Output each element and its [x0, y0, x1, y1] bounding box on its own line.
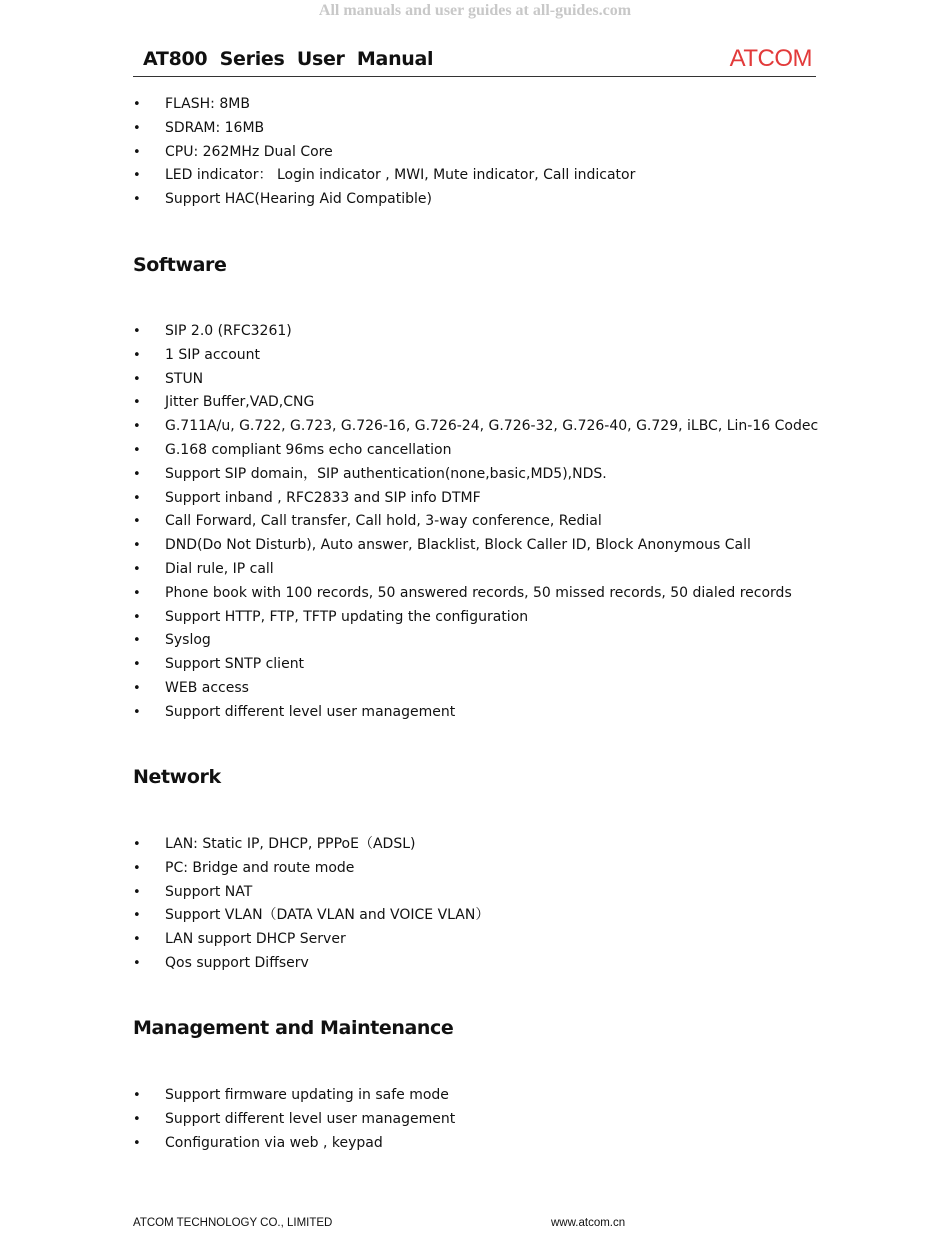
list-item-text: G.168 compliant 96ms echo cancellation	[165, 441, 452, 458]
list-item	[133, 833, 489, 857]
list-item-text: Dial rule, IP call	[165, 560, 274, 577]
list-item	[133, 1084, 455, 1108]
section-heading-network: Network	[133, 766, 221, 788]
bullet-icon: •	[133, 538, 141, 554]
bullet-icon: •	[133, 168, 141, 184]
bullet-icon: •	[133, 419, 141, 435]
bullet-icon: •	[133, 932, 141, 948]
list-item-text: Phone book with 100 records, 50 answered records, 50 missed records, 50 dialed records	[165, 584, 792, 601]
list-item	[133, 93, 635, 117]
list-item-text: Support SNTP client	[165, 656, 305, 673]
bullet-icon: •	[133, 955, 141, 971]
list-item-text: Support HTTP, FTP, TFTP updating the configuration	[165, 608, 529, 625]
bullet-icon: •	[133, 120, 141, 136]
list-item	[133, 677, 818, 701]
list-item-text: Support firmware updating in safe mode	[165, 1087, 449, 1103]
bullet-icon: •	[133, 442, 141, 458]
network-list	[133, 833, 489, 976]
list-item	[133, 344, 818, 368]
list-item-text: Jitter Buffer,VAD,CNG	[165, 394, 315, 411]
list-item-text: Support HAC(Hearing Aid Compatible)	[165, 191, 432, 208]
list-item	[133, 439, 818, 463]
bullet-icon: •	[133, 860, 141, 876]
list-item	[133, 141, 635, 165]
list-item	[133, 391, 818, 415]
bullet-icon: •	[133, 1111, 141, 1127]
list-item	[133, 857, 489, 881]
bullet-icon: •	[133, 585, 141, 601]
list-item-text: Support inband , RFC2833 and SIP info DTMF	[165, 489, 481, 506]
bullet-icon: •	[133, 514, 141, 530]
list-item-text: LED indicator： Login indicator , MWI, Mute indicator, Call indicator	[165, 167, 636, 184]
list-item-text: WEB access	[165, 679, 249, 696]
list-item	[133, 510, 818, 534]
bullet-icon: •	[133, 1135, 141, 1151]
list-item-text: DND(Do Not Disturb), Auto answer, Blacklist, Block Caller ID, Block Anonymous Call	[165, 537, 751, 554]
bullet-icon: •	[133, 466, 141, 482]
list-item	[133, 487, 818, 511]
list-item	[133, 534, 818, 558]
list-item	[133, 606, 818, 630]
list-item-text: LAN: Static IP, DHCP, PPPoE（ADSL)	[165, 836, 416, 852]
bullet-icon: •	[133, 561, 141, 577]
list-item	[133, 1132, 455, 1156]
bullet-icon: •	[133, 324, 141, 339]
list-item-text: Qos support Diffserv	[165, 954, 309, 971]
list-item-text: G.711A/u, G.722, G.723, G.726-16, G.726-24, G.726-32, G.726-40, G.729, iLBC, Lin-16 Codec	[165, 418, 819, 435]
list-item	[133, 188, 635, 212]
list-item	[133, 164, 635, 188]
list-item-text: SDRAM: 16MB	[165, 119, 265, 136]
list-item-text: Support different level user management	[165, 1110, 456, 1127]
list-item-text: Support VLAN（DATA VLAN and VOICE VLAN）	[165, 907, 490, 924]
list-item	[133, 415, 818, 439]
management-list	[133, 1084, 455, 1155]
list-item-text: CPU: 262MHz Dual Core	[165, 143, 333, 160]
atcom-logo: ATCOM	[729, 45, 812, 72]
list-item	[133, 881, 489, 905]
page-header	[133, 46, 816, 77]
bullet-icon: •	[133, 490, 141, 506]
list-item	[133, 629, 818, 653]
section-heading-management: Management and Maintenance	[133, 1017, 454, 1039]
list-item	[133, 1108, 455, 1132]
list-item-text: STUN	[165, 370, 204, 387]
bullet-icon: •	[133, 97, 141, 112]
list-item	[133, 117, 635, 141]
bullet-icon: •	[133, 371, 141, 387]
bullet-icon: •	[133, 347, 141, 363]
bullet-icon: •	[133, 704, 141, 720]
list-item	[133, 701, 818, 725]
list-item	[133, 463, 818, 487]
bullet-icon: •	[133, 884, 141, 900]
software-list	[133, 320, 818, 725]
list-item	[133, 368, 818, 392]
list-item	[133, 653, 818, 677]
bullet-icon: •	[133, 837, 141, 852]
bullet-icon: •	[133, 680, 141, 696]
bullet-icon: •	[133, 657, 141, 673]
footer-url[interactable]: www.atcom.cn	[551, 1217, 626, 1229]
bullet-icon: •	[133, 908, 141, 924]
list-item-text: Call Forward, Call transfer, Call hold, 3-way conference, Redial	[165, 513, 602, 530]
list-item	[133, 320, 818, 344]
bullet-icon: •	[133, 609, 141, 625]
list-item-text: Syslog	[165, 632, 211, 649]
list-item-text: Configuration via web , keypad	[165, 1134, 383, 1151]
list-item-text: Support NAT	[165, 883, 253, 900]
hardware-list	[133, 93, 635, 212]
list-item-text: LAN support DHCP Server	[165, 931, 346, 948]
bullet-icon: •	[133, 192, 141, 208]
section-heading-software: Software	[133, 254, 227, 276]
bullet-icon: •	[133, 1088, 141, 1103]
list-item	[133, 928, 489, 952]
bullet-icon: •	[133, 395, 141, 411]
document-title: AT800 Series User Manual	[143, 48, 434, 70]
footer-company: ATCOM TECHNOLOGY CO., LIMITED	[133, 1217, 333, 1229]
list-item-text: Support different level user management	[165, 703, 456, 720]
list-item	[133, 558, 818, 582]
watermark-banner: All manuals and user guides at all-guides.com	[318, 2, 632, 19]
bullet-icon: •	[133, 633, 141, 649]
list-item-text: SIP 2.0 (RFC3261)	[165, 323, 292, 339]
list-item	[133, 904, 489, 928]
list-item-text: PC: Bridge and route mode	[165, 859, 355, 876]
list-item-text: FLASH: 8MB	[165, 96, 250, 112]
bullet-icon: •	[133, 144, 141, 160]
list-item-text: 1 SIP account	[165, 346, 261, 363]
list-item-text: Support SIP domain，SIP authentication(none,basic,MD5),NDS.	[165, 465, 607, 482]
page-footer	[133, 1217, 833, 1233]
list-item	[133, 952, 489, 976]
list-item	[133, 582, 818, 606]
